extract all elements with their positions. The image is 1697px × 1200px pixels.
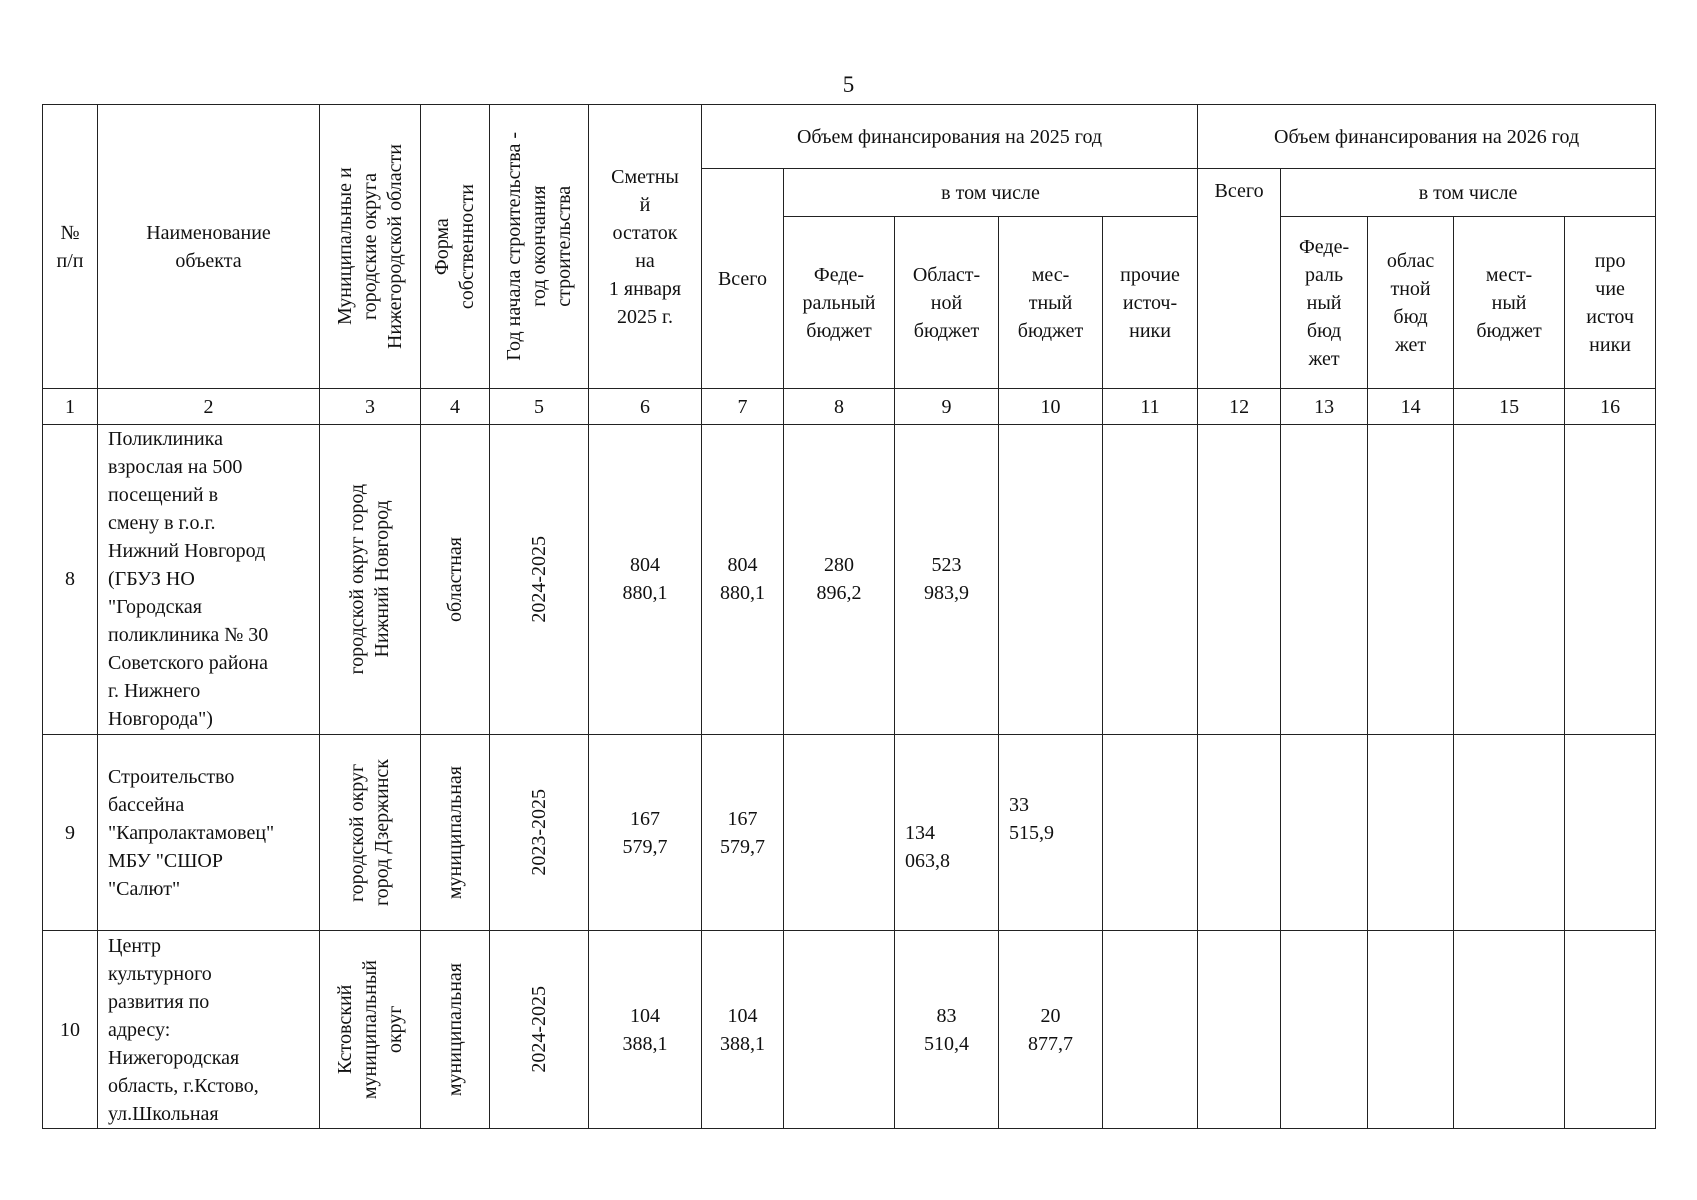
row-fed-2025 bbox=[784, 734, 895, 931]
col-number: 16 bbox=[1565, 389, 1656, 425]
row-district: Кстовский муниципальный округ bbox=[320, 931, 421, 1129]
row-total-2026 bbox=[1198, 931, 1281, 1129]
row-reg-2025: 523 983,9 bbox=[895, 425, 999, 735]
col-number: 15 bbox=[1454, 389, 1565, 425]
row-fed-2026 bbox=[1281, 734, 1368, 931]
row-oth-2025 bbox=[1103, 734, 1198, 931]
row-years: 2023-2025 bbox=[490, 734, 589, 931]
row-num: 10 bbox=[43, 931, 98, 1129]
header-total-2025: Всего bbox=[702, 169, 784, 389]
header-balance: Сметны й остаток на 1 января 2025 г. bbox=[589, 105, 702, 389]
row-name: Центр культурного развития по адресу: Нижегородская область, г.Кстово, ул.Школьная bbox=[98, 931, 320, 1129]
header-incl-2025: в том числе bbox=[784, 169, 1198, 217]
col-number: 3 bbox=[320, 389, 421, 425]
row-balance: 167 579,7 bbox=[589, 734, 702, 931]
header-oth-2025: прочие источ- ники bbox=[1103, 217, 1198, 389]
row-oth-2025 bbox=[1103, 931, 1198, 1129]
row-loc-2025: 20 877,7 bbox=[999, 931, 1103, 1129]
header-num: № п/п bbox=[43, 105, 98, 389]
row-loc-2026 bbox=[1454, 734, 1565, 931]
header-oth-2026: про чие источ ники bbox=[1565, 217, 1656, 389]
table-row bbox=[43, 734, 1656, 931]
row-years: 2024-2025 bbox=[490, 425, 589, 735]
header-ownership: Форма собственности bbox=[421, 105, 490, 389]
header-loc-2025: мес- тный бюджет bbox=[999, 217, 1103, 389]
row-reg-2026 bbox=[1368, 931, 1454, 1129]
header-reg-2025: Област- ной бюджет bbox=[895, 217, 999, 389]
row-fed-2025: 280 896,2 bbox=[784, 425, 895, 735]
header-reg-2026: облас тной бюд жет bbox=[1368, 217, 1454, 389]
header-fed-2026: Феде- раль ный бюд жет bbox=[1281, 217, 1368, 389]
header-district: Муниципальные и городские округа Нижегородской области bbox=[320, 105, 421, 389]
col-number: 12 bbox=[1198, 389, 1281, 425]
header-name: Наименование объекта bbox=[98, 105, 320, 389]
table-row bbox=[43, 425, 1656, 735]
header-fed-2025: Феде- ральный бюджет bbox=[784, 217, 895, 389]
col-number: 2 bbox=[98, 389, 320, 425]
col-number: 4 bbox=[421, 389, 490, 425]
row-ownership: муниципальная bbox=[421, 931, 490, 1129]
col-number: 9 bbox=[895, 389, 999, 425]
row-fed-2026 bbox=[1281, 931, 1368, 1129]
col-number: 1 bbox=[43, 389, 98, 425]
row-balance: 804 880,1 bbox=[589, 425, 702, 735]
row-name: Поликлиника взрослая на 500 посещений в смену в г.о.г. Нижний Новгород (ГБУЗ НО "Городская поликлиника № 30 Советского района г. Нижнего Новгорода") bbox=[98, 425, 320, 735]
row-district: городской округ город Нижний Новгород bbox=[320, 425, 421, 735]
row-total-2025: 804 880,1 bbox=[702, 425, 784, 735]
row-fed-2025 bbox=[784, 931, 895, 1129]
row-num: 8 bbox=[43, 425, 98, 735]
col-number: 7 bbox=[702, 389, 784, 425]
col-number: 6 bbox=[589, 389, 702, 425]
row-total-2025: 167 579,7 bbox=[702, 734, 784, 931]
financing-table bbox=[42, 104, 1656, 1129]
row-balance: 104 388,1 bbox=[589, 931, 702, 1129]
col-number: 11 bbox=[1103, 389, 1198, 425]
row-oth-2026 bbox=[1565, 734, 1656, 931]
row-reg-2025: 83 510,4 bbox=[895, 931, 999, 1129]
row-district: городской округ город Дзержинск bbox=[320, 734, 421, 931]
row-total-2026 bbox=[1198, 425, 1281, 735]
col-number: 14 bbox=[1368, 389, 1454, 425]
col-number: 13 bbox=[1281, 389, 1368, 425]
header-loc-2026: мест- ный бюджет bbox=[1454, 217, 1565, 389]
col-number: 8 bbox=[784, 389, 895, 425]
row-loc-2026 bbox=[1454, 931, 1565, 1129]
column-numbers-row bbox=[43, 389, 1656, 425]
row-fed-2026 bbox=[1281, 425, 1368, 735]
row-num: 9 bbox=[43, 734, 98, 931]
row-total-2025: 104 388,1 bbox=[702, 931, 784, 1129]
row-reg-2026 bbox=[1368, 425, 1454, 735]
row-loc-2025: 33 515,9 bbox=[999, 734, 1103, 931]
row-oth-2026 bbox=[1565, 425, 1656, 735]
header-incl-2026: в том числе bbox=[1281, 169, 1656, 217]
page-number: 5 bbox=[842, 72, 855, 97]
col-number: 10 bbox=[999, 389, 1103, 425]
col-number: 5 bbox=[490, 389, 589, 425]
row-reg-2026 bbox=[1368, 734, 1454, 931]
header-total-2026: Всего bbox=[1198, 169, 1281, 389]
table-row bbox=[43, 931, 1656, 1129]
row-oth-2026 bbox=[1565, 931, 1656, 1129]
row-ownership: муниципальная bbox=[421, 734, 490, 931]
row-ownership: областная bbox=[421, 425, 490, 735]
row-reg-2025: 134 063,8 bbox=[895, 734, 999, 931]
row-loc-2025 bbox=[999, 425, 1103, 735]
row-name: Строительство бассейна "Капролактамовец" МБУ "СШОР "Салют" bbox=[98, 734, 320, 931]
row-loc-2026 bbox=[1454, 425, 1565, 735]
header-group-2025: Объем финансирования на 2025 год bbox=[702, 105, 1198, 169]
row-years: 2024-2025 bbox=[490, 931, 589, 1129]
row-oth-2025 bbox=[1103, 425, 1198, 735]
header-years: Год начала строительства - год окончания строительства bbox=[490, 105, 589, 389]
header-group-2026: Объем финансирования на 2026 год bbox=[1198, 105, 1656, 169]
row-total-2026 bbox=[1198, 734, 1281, 931]
